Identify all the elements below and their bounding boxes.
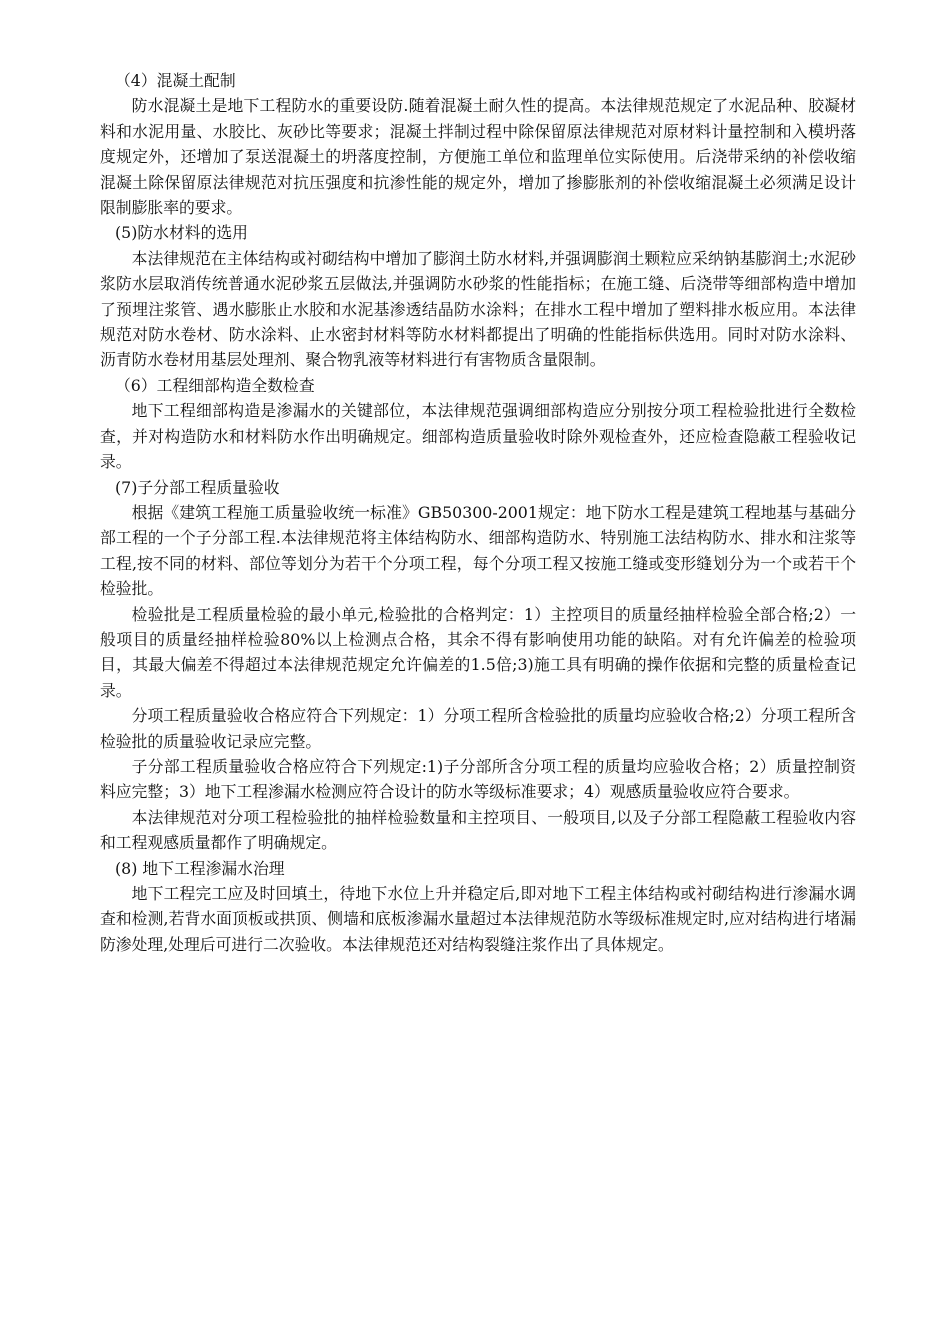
paragraph-detail-inspection: 地下工程细部构造是渗漏水的关键部位，本法律规范强调细部构造应分别按分项工程检验批进行全数检查，并对构造防水和材料防水作出明确规定。细部构造质量验收时除外观检查外，还应检查隐蔽工程验收记录。 [100, 401, 856, 472]
paragraph-leakage-treatment: 地下工程完工应及时回填土，待地下水位上升并稳定后,即对地下工程主体结构或衬砌结构进行渗漏水调查和检测,若背水面顶板或拱顶、侧墙和底板渗漏水量超过本法律规范防水等级标准规定时,应对结构进行堵漏防渗处理,处理后可进行二次验收。本法律规范还对结构裂缝注浆作出了具体规定。 [100, 884, 856, 954]
paragraph-subdivision-acceptance: 子分部工程质量验收合格应符合下列规定:1)子分部所含分项工程的质量均应验收合格；2）质量控制资料应完整；3）地下工程渗漏水检测应符合设计的防水等级标准要求；4）观感质量验收应符合要求。 [100, 756, 856, 802]
document-body [100, 68, 856, 957]
section-heading-8: (8) 地下工程渗漏水治理 [115, 858, 285, 878]
paragraph-waterproof-materials: 本法律规范在主体结构或衬砌结构中增加了膨润土防水材料,并强调膨润土颗粒应采纳钠基膨润土;水泥砂浆防水层取消传统普通水泥砂浆五层做法,并强调防水砂浆的性能指标；在施工缝、后浇带等细部构造中增加了预埋注浆管、遇水膨胀止水胶和水泥基渗透结晶防水涂料；在排水工程中增加了塑料排水板应用。本法律规范对防水卷材、防水涂料、止水密封材料等防水材料都提出了明确的性能指标供选用。同时对防水涂料、沥青防水卷材用基层处理剂、聚合物乳液等材料进行有害物质含量限制。 [100, 248, 856, 370]
section-heading-6: （6）工程细部构造全数检查 [115, 375, 315, 395]
paragraph-subitem-acceptance: 分项工程质量验收合格应符合下列规定：1）分项工程所含检验批的质量均应验收合格;2）分项工程所含检验批的质量验收记录应完整。 [100, 706, 856, 751]
section-heading-7: (7)子分部工程质量验收 [115, 477, 280, 497]
section-heading-4: （4）混凝土配制 [115, 71, 236, 90]
paragraph-sampling-rules: 本法律规范对分项工程检验批的抽样检验数量和主控项目、一般项目,以及子分部工程隐蔽工程验收内容和工程观感质量都作了明确规定。 [100, 807, 856, 853]
paragraph-inspection-lot: 检验批是工程质量检验的最小单元,检验批的合格判定：1）主控项目的质量经抽样检验全部合格;2）一般项目的质量经抽样检验80%以上检测点合格，其余不得有影响使用功能的缺陷。对有允许偏差的检验项目，其最大偏差不得超过本法律规范规定允许偏差的1.5倍;3)施工具有明确的操作依据和完整的质量检查记录。 [100, 604, 856, 700]
paragraph-concrete-mix: 防水混凝土是地下工程防水的重要设防.随着混凝土耐久性的提高。本法律规范规定了水泥品种、胶凝材料和水泥用量、水胶比、灰砂比等要求；混凝土拌制过程中除保留原法律规范对原材料计量控制和入模坍落度规定外，还增加了泵送混凝土的坍落度控制，方便施工单位和监理单位实际使用。后浇带采纳的补偿收缩混凝土除保留原法律规范对抗压强度和抗渗性能的规定外，增加了掺膨胀剂的补偿收缩混凝土必须满足设计限制膨胀率的要求。 [100, 96, 856, 218]
paragraph-sub-division: 根据《建筑工程施工质量验收统一标准》GB50300-2001规定：地下防水工程是建筑工程地基与基础分部工程的一个子分部工程.本法律规范将主体结构防水、细部构造防水、特别施工法结构防水、排水和注浆等工程,按不同的材料、部位等划分为若干个分项工程，每个分项工程又按施工缝或变形缝划分为一个或若干个检验批。 [100, 502, 856, 599]
section-heading-5: (5)防水材料的选用 [115, 223, 248, 243]
